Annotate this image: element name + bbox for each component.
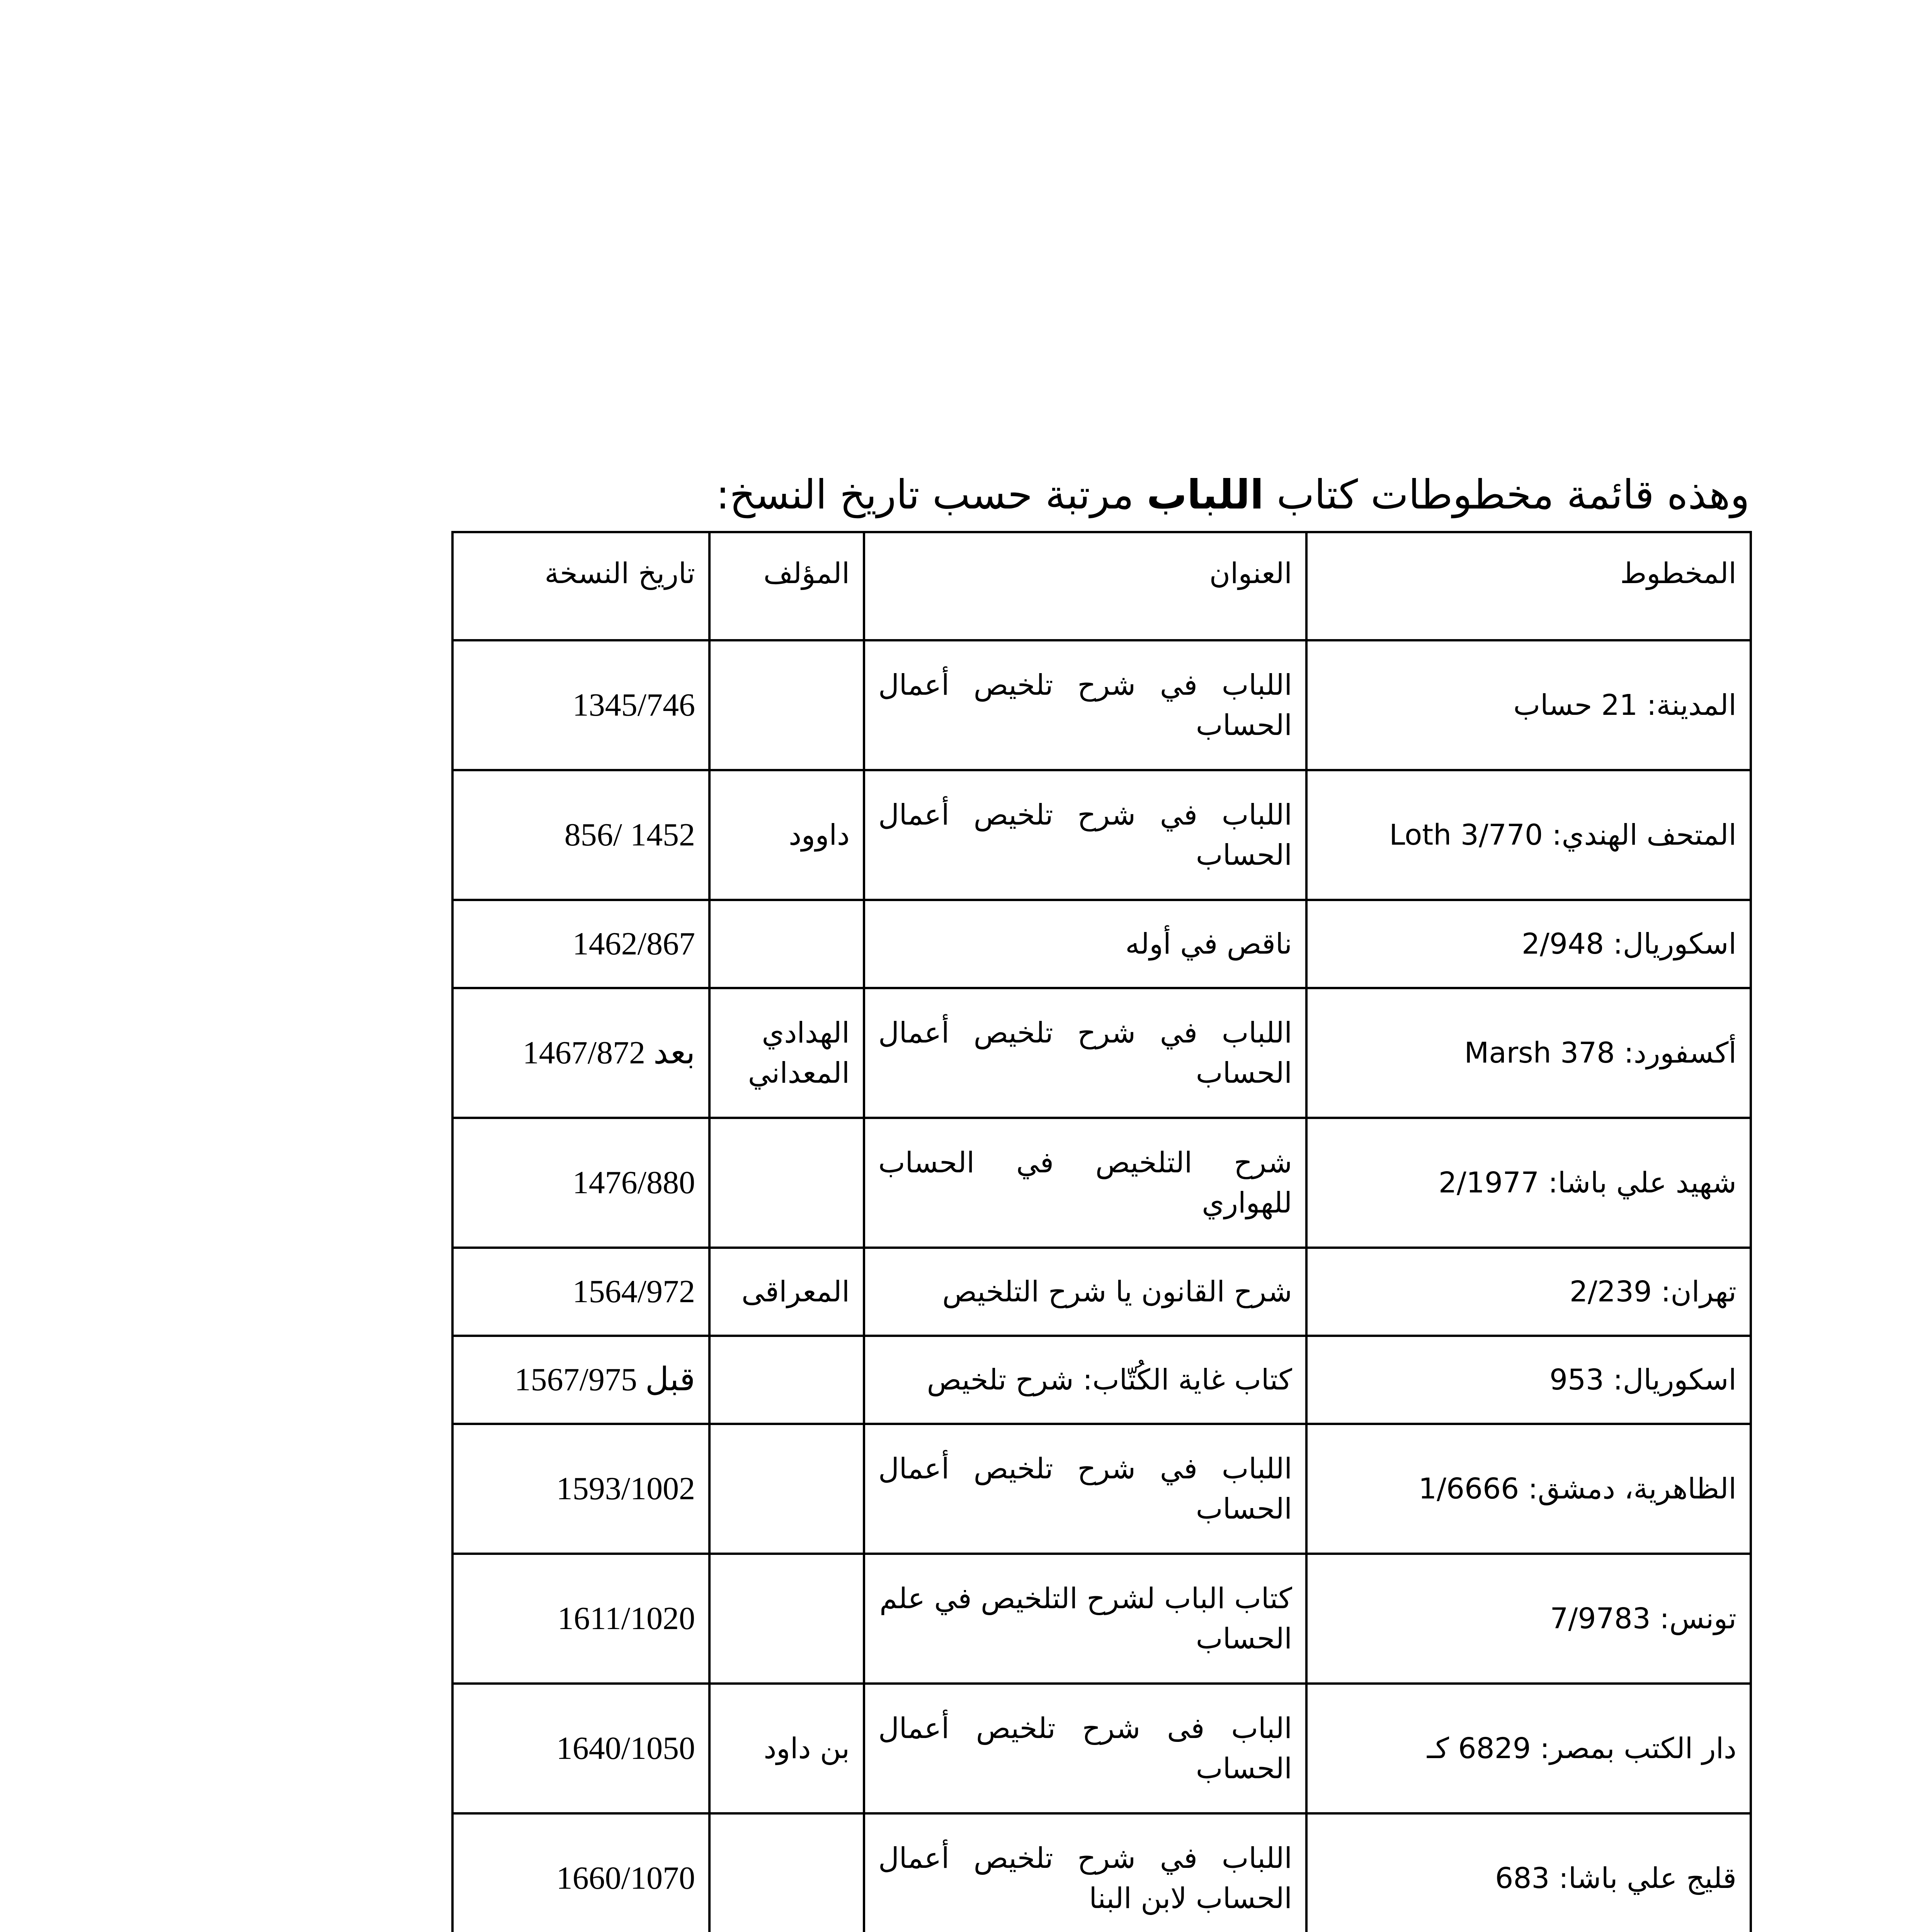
column-header-author: المؤلف [709,532,864,640]
manuscript-cell: أكسفورد: Marsh 378 [1306,988,1751,1118]
manuscript-cell: المتحف الهندي: Loth 3/770 [1306,770,1751,900]
date-cell: 1564/972 [452,1248,709,1336]
date-cell: 1660/1070 [452,1813,709,1932]
title-cell: اللباب في شرح تلخيص أعمال الحساب [864,988,1306,1118]
manuscript-cell: شهيد علي باشا: 2/1977 [1306,1118,1751,1248]
author-cell [709,1118,864,1248]
title-cell: اللباب في شرح تلخيص أعمال الحساب لابن البنا [864,1813,1306,1932]
title-cell: كتاب غاية الكُتّاب: شرح تلخيص [864,1336,1306,1424]
manuscript-cell: الظاهرية، دمشق: 1/6666 [1306,1424,1751,1554]
section-heading [451,466,1750,524]
table-row [452,1554,1751,1684]
title-cell: اللباب في شرح تلخيص أعمال الحساب [864,770,1306,900]
column-header-title: العنوان [864,532,1306,640]
title-cell: ناقص في أوله [864,900,1306,988]
author-cell: الهدادي المعداني [709,988,864,1118]
author-cell: داوود [709,770,864,900]
title-cell: شرح التلخيص في الحساب للهواري [864,1118,1306,1248]
heading-book-title: اللباب [1146,471,1264,518]
table-row [452,1813,1751,1932]
date-cell: 1476/880 [452,1118,709,1248]
title-cell: اللباب في شرح تلخيص أعمال الحساب [864,640,1306,770]
table-row [452,1118,1751,1248]
table-row [452,1248,1751,1336]
date-cell: 1345/746 [452,640,709,770]
date-cell: بعد 1467/872 [452,988,709,1118]
table-row [452,770,1751,900]
manuscript-cell: تهران: 2/239 [1306,1248,1751,1336]
table-row [452,988,1751,1118]
heading-text-after: مرتبة حسب تاريخ النسخ: [716,471,1147,518]
date-cell: 1462/867 [452,900,709,988]
author-cell [709,640,864,770]
manuscript-cell: دار الكتب بمصر: 6829 كـ [1306,1684,1751,1813]
date-cell: 1593/1002 [452,1424,709,1554]
heading-text-before: وهذه قائمة مخطوطات كتاب [1264,471,1750,518]
table-header-row [452,532,1751,640]
column-header-date: تاريخ النسخة [452,532,709,640]
title-cell: شرح القانون يا شرح التلخيص [864,1248,1306,1336]
table-row [452,1424,1751,1554]
author-cell: بن داود [709,1684,864,1813]
date-cell: 1611/1020 [452,1554,709,1684]
title-cell: الباب فى شرح تلخيص أعمال الحساب [864,1684,1306,1813]
table-row [452,640,1751,770]
title-cell: كتاب الباب لشرح التلخيص في علم الحساب [864,1554,1306,1684]
manuscript-cell: قليج علي باشا: 683 [1306,1813,1751,1932]
author-cell [709,1336,864,1424]
date-cell: 1452 /856 [452,770,709,900]
table-row [452,1336,1751,1424]
table-row [452,1684,1751,1813]
author-cell: المعراقى [709,1248,864,1336]
author-cell [709,1813,864,1932]
author-cell [709,900,864,988]
manuscript-cell: اسكوريال: 953 [1306,1336,1751,1424]
title-cell: اللباب في شرح تلخيص أعمال الحساب [864,1424,1306,1554]
manuscript-cell: تونس: 7/9783 [1306,1554,1751,1684]
manuscript-cell: اسكوريال: 2/948 [1306,900,1751,988]
author-cell [709,1554,864,1684]
date-cell: قبل 1567/975 [452,1336,709,1424]
date-cell: 1640/1050 [452,1684,709,1813]
manuscript-cell: المدينة: 21 حساب [1306,640,1751,770]
table-row [452,900,1751,988]
column-header-manuscript: المخطوط [1306,532,1751,640]
manuscripts-table [451,531,1752,1932]
author-cell [709,1424,864,1554]
